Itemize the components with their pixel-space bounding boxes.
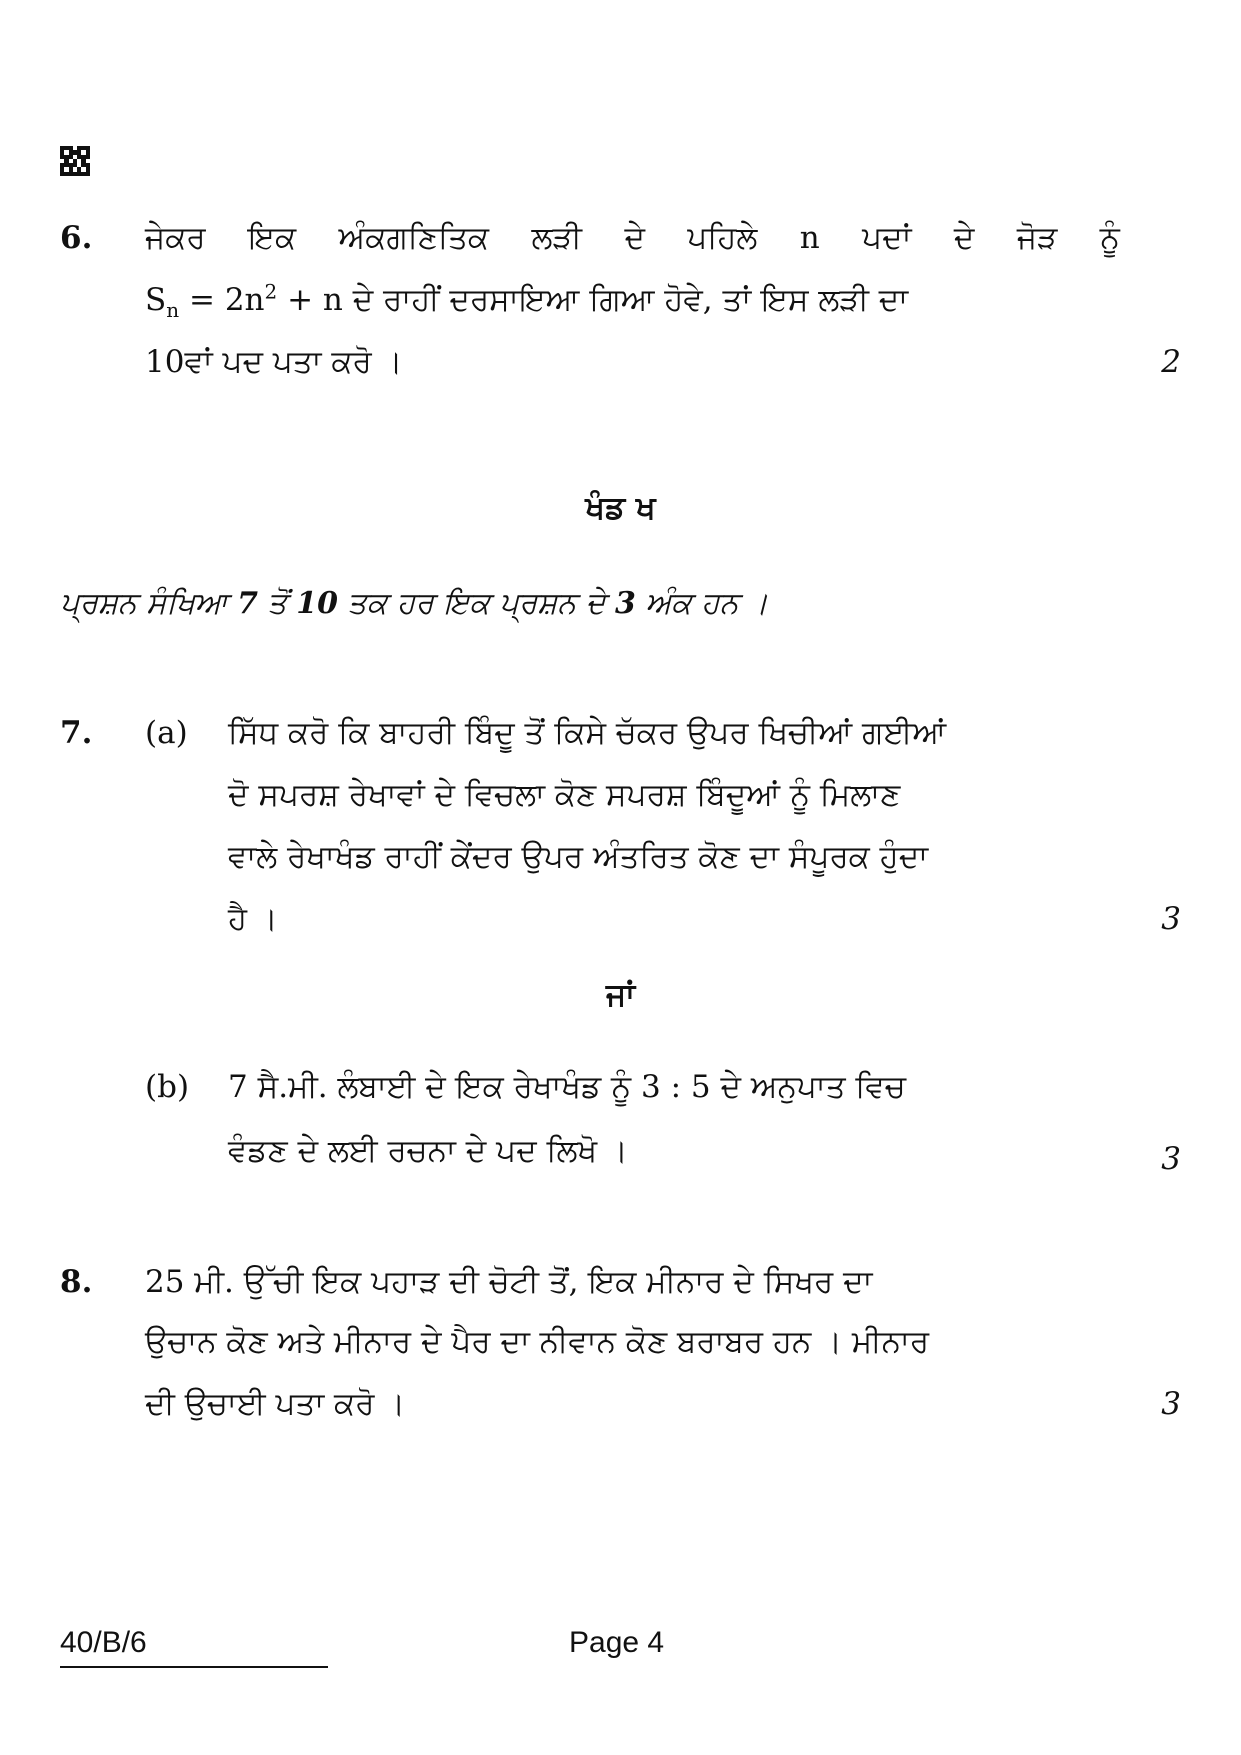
word: ਨੂੰ: [1099, 220, 1120, 256]
marks: 3: [1161, 901, 1181, 937]
question-text-line: ਦੀ ਉਚਾਈ ਪਤਾ ਕਰੋ ।: [145, 1386, 406, 1422]
question-text-line: ਸਿੱਧ ਕਰੋ ਕਿ ਬਾਹਰੀ ਬਿੰਦੂ ਤੋਂ ਕਿਸੇ ਚੱਕਰ ਉਪਰ ਖਿਚੀਆਂ ਗਈਆਂ: [228, 715, 947, 751]
question-text-line: 7 ਸੈ.ਮੀ. ਲੰਬਾਈ ਦੇ ਇਕ ਰੇਖਾਖੰਡ ਨੂੰ 3 : 5 ਦੇ ਅਨੁਪਾਤ ਵਿਚ: [228, 1069, 906, 1105]
word: ਜੇਕਰ: [145, 220, 206, 256]
question-number: 8.: [60, 1264, 93, 1300]
question-text-line: ਵੰਡਣ ਦੇ ਲਈ ਰਚਨਾ ਦੇ ਪਦ ਲਿਖੋ ।: [228, 1133, 628, 1169]
question-text-line: [145, 218, 1120, 258]
sub-part-label: (a): [145, 715, 188, 751]
question-number: 6.: [60, 220, 93, 256]
question-text-line: ਵਾਲੇ ਰੇਖਾਖੰਡ ਰਾਹੀਂ ਕੇਂਦਰ ਉਪਰ ਅੰਤਰਿਤ ਕੋਣ ਦਾ ਸੰਪੂਰਕ ਹੁੰਦਾ: [228, 839, 929, 875]
word: ਇਕ: [248, 220, 297, 256]
or-separator: ਜਾਂ: [605, 977, 636, 1013]
qr-code: [60, 146, 90, 176]
marks: 3: [1161, 1386, 1181, 1422]
question-text-line: ਦੋ ਸਪਰਸ਼ ਰੇਖਾਵਾਂ ਦੇ ਵਿਚਲਾ ਕੋਣ ਸਪਰਸ਼ ਬਿੰਦੂਆਂ ਨੂੰ ਮਿਲਾਣ: [228, 777, 901, 813]
question-formula-line: $S_n = 2n^2 + n$ ਦੇ ਰਾਹੀਂ ਦਰਸਾਇਆ ਗਿਆ ਹੋਵੇ, ਤਾਂ ਇਸ ਲੜੀ ਦਾ: [145, 279, 909, 323]
word: ਪਦਾਂ: [862, 220, 912, 256]
section-heading: ਖੰਡ ਖ: [585, 490, 656, 526]
page-number: Page 4: [569, 1626, 665, 1659]
marks: 3: [1161, 1141, 1181, 1177]
question-text-line: ਉਚਾਨ ਕੋਣ ਅਤੇ ਮੀਨਾਰ ਦੇ ਪੈਰ ਦਾ ਨੀਵਾਨ ਕੋਣ ਬਰਾਬਰ ਹਨ । ਮੀਨਾਰ: [145, 1324, 930, 1360]
question-text-line: 25 ਮੀ. ਉੱਚੀ ਇਕ ਪਹਾੜ ਦੀ ਚੋਟੀ ਤੋਂ, ਇਕ ਮੀਨਾਰ ਦੇ ਸਿਖਰ ਦਾ: [145, 1264, 873, 1300]
sub-part-label: (b): [145, 1069, 190, 1105]
word: ਦੇ: [953, 220, 975, 256]
question-number: 7.: [60, 715, 93, 751]
word: n: [799, 220, 820, 256]
word: ਅੰਕਗਣਿਤਿਕ: [338, 220, 490, 256]
section-instruction: ਪ੍ਰਸ਼ਨ ਸੰਖਿਆ 7 ਤੋਂ 10 ਤਕ ਹਰ ਇਕ ਪ੍ਰਸ਼ਨ ਦੇ 3 ਅੰਕ ਹਨ ।: [60, 586, 769, 621]
word: ਜੋੜ: [1016, 220, 1058, 256]
question-text-line: ਹੈ ।: [228, 901, 278, 937]
footer-rule: [60, 1666, 328, 1668]
word: ਪਹਿਲੇ: [687, 220, 758, 256]
paper-code: 40/B/6: [60, 1626, 147, 1659]
marks: 2: [1161, 344, 1181, 380]
question-text-line: 10ਵਾਂ ਪਦ ਪਤਾ ਕਰੋ ।: [145, 344, 403, 380]
word: ਦੇ: [624, 220, 645, 256]
word: ਲੜੀ: [531, 220, 583, 256]
